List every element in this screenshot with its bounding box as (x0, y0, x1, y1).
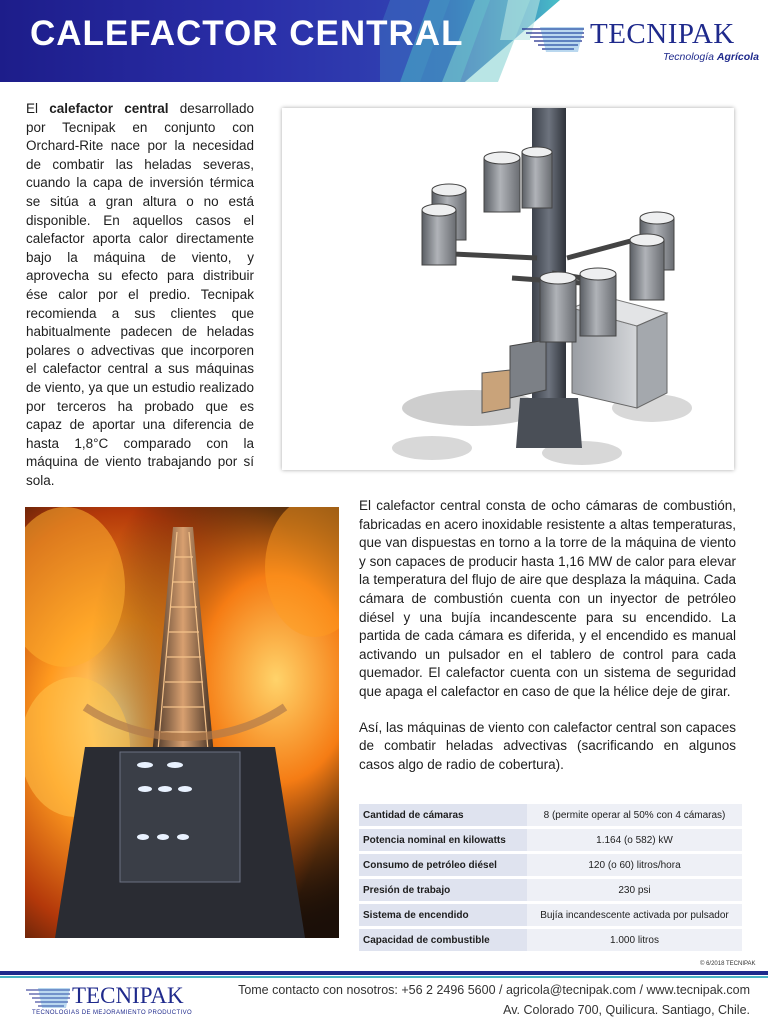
header-banner (0, 0, 768, 82)
intro-lead: El (26, 101, 50, 116)
description-paragraph-1: El calefactor central consta de ocho cámaras de combustión, fabricadas en acero inoxidable resistente a altas temperaturas, que van dispuestas en torno a la torre de la máquina de viento y son capaces de producir hasta 1,16 MW de calor para elevar la temperatura del flujo de aire que desplaza la máquina. Cada cámara de combustión cuenta con un inyector de petróleo diésel y una bujía incandescente para su encendido. La partida de cada cámara es diferida, y el encendido es manual activando un pulsador en el tablero de control para cada quemador. El calefactor cuenta con un sistema de seguridad que apaga el calefactor en caso de que la hélice deje de girar. (359, 498, 736, 699)
spec-label: Consumo de petróleo diésel (359, 853, 527, 878)
copyright-note: © 6/2018 TECNIPAK (700, 961, 756, 967)
footer-logo (24, 984, 244, 1020)
table-row (359, 853, 742, 878)
specs-table (359, 804, 742, 954)
footer-logo-name: TECNIPAK (72, 983, 184, 1008)
footer-address-line: Av. Colorado 700, Quilicura. Santiago, Chile. (503, 1003, 750, 1017)
table-row (359, 878, 742, 903)
table-row (359, 928, 742, 953)
footer-logo-tagline: TECNOLOGIAS DE MEJORAMIENTO PRODUCTIVO (32, 1010, 193, 1016)
heater-render-image (282, 108, 734, 470)
page-title: CALEFACTOR CENTRAL (30, 14, 464, 53)
intro-term: calefactor central (49, 101, 169, 116)
logo-tagline-plain: Tecnología (663, 51, 717, 63)
spec-value: Bujía incandescente activada por pulsador (527, 903, 742, 928)
table-row (359, 804, 742, 828)
logo-tagline-bold: Agrícola (716, 51, 759, 63)
spec-value: 230 psi (527, 878, 742, 903)
logo-wing-icon (520, 24, 586, 54)
footer-divider-blue (0, 971, 768, 975)
intro-paragraph (26, 100, 254, 490)
footer-divider-teal (0, 976, 768, 978)
spec-label: Capacidad de combustible (359, 928, 527, 953)
logo-tagline (663, 51, 759, 63)
tecnipak-logo (520, 20, 760, 70)
spec-value: 8 (permite operar al 50% con 4 cámaras) (527, 804, 742, 828)
spec-label: Potencia nominal en kilowatts (359, 828, 527, 853)
footer-contact-line[interactable]: Tome contacto con nosotros: +56 2 2496 5600 / agricola@tecnipak.com / www.tecnipak.com (238, 983, 750, 997)
heater-flame-photo (25, 507, 339, 938)
table-row (359, 828, 742, 853)
spec-value: 1.000 litros (527, 928, 742, 953)
footer-logo-wing-icon (24, 986, 72, 1010)
intro-body: desarrollado por Tecnipak en conjunto con Orchard-Rite nace por la necesidad de combatir las heladas severas, cuando la capa de inversión térmica se sitúa a gran altura o no está disponible. En aquellos casos el calefactor aporta calor directamente bajo la máquina de viento, y aprovecha su efecto para distribuir ése calor por el predio. Tecnipak recomienda a sus clientes que habitualmente padecen de heladas polares o advectivas que incorporen el calefactor central a sus máquinas de viento, ya que un estudio realizado por terceros ha probado que es capaz de aportar una diferencia de hasta 1,8°C comparado con la máquina de viento trabajando por sí sola. (26, 101, 254, 488)
description-paragraph-2: Así, las máquinas de viento con calefactor central son capaces de combatir heladas advectivas (sacrificando en algunos casos algo de radio de cobertura). (359, 719, 736, 772)
spec-value: 120 (o 60) litros/hora (527, 853, 742, 878)
logo-name: TECNIPAK (590, 18, 735, 50)
spec-value: 1.164 (o 582) kW (527, 828, 742, 853)
spec-label: Sistema de encendido (359, 903, 527, 928)
flame-photo-illustration (25, 507, 339, 938)
description-section (359, 497, 736, 791)
heater-render-illustration (282, 108, 734, 470)
table-row (359, 903, 742, 928)
spec-label: Cantidad de cámaras (359, 804, 527, 828)
spec-label: Presión de trabajo (359, 878, 527, 903)
